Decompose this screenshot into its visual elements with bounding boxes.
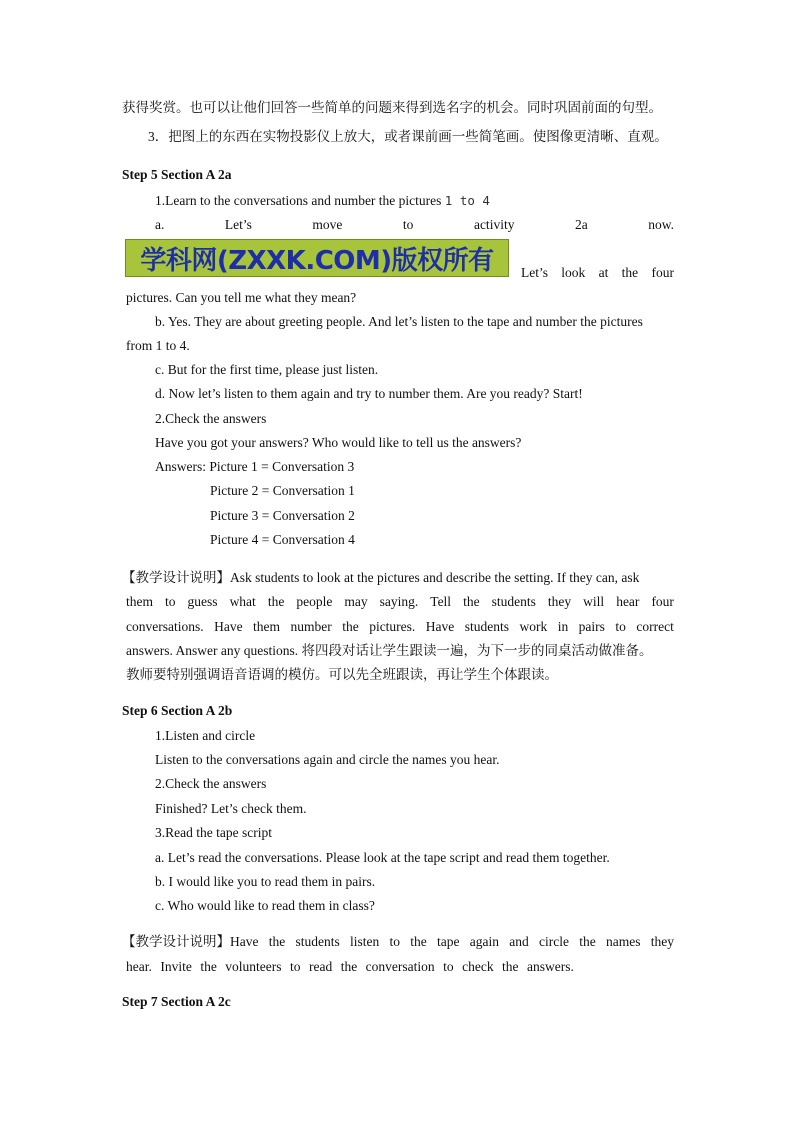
step5-line-c: c. But for the first time, please just listen. [155, 362, 379, 377]
design-note-1-line-4: answers. Answer any questions. 将四段对话让学生跟读一遍，为下一步的同桌活动做准备。 [126, 643, 653, 658]
step5-line-b2: from 1 to 4. [126, 338, 190, 353]
word: hear [616, 594, 640, 609]
word: Invite [160, 959, 192, 974]
step5-answer-1: Answers: Picture 1 = Conversation 3 [155, 459, 355, 474]
word: the [463, 594, 480, 609]
word: check [462, 959, 494, 974]
word: conversations. [126, 619, 204, 634]
word: activity [473, 217, 515, 232]
word: saying. [379, 594, 419, 609]
word: now. [648, 217, 674, 232]
word: conversation [365, 959, 435, 974]
step5-line-after-watermark [521, 264, 674, 282]
step5-item-1-code: 1 to 4 [444, 193, 490, 208]
step6-line-a: a. Let’s read the conversations. Please look at the tape script and read them together. [155, 850, 610, 865]
step5-line-a [155, 216, 674, 234]
word: the [579, 934, 596, 949]
word: will [583, 594, 605, 609]
design-note-1-line-2 [126, 593, 674, 611]
watermark-image [125, 239, 509, 277]
word: Have [214, 619, 243, 634]
step5-item-1 [155, 192, 490, 210]
word: the [340, 959, 358, 974]
step6-item-2: 2.Check the answers [155, 776, 267, 791]
step6-heading: Step 6 Section A 2b [122, 703, 233, 718]
word: answers. [527, 959, 574, 974]
word: students [295, 934, 340, 949]
step6-item-3: 3.Read the tape script [155, 825, 272, 840]
word: to [615, 619, 626, 634]
word: pairs [578, 619, 605, 634]
word: to [402, 217, 414, 232]
step5-answer-3: Picture 3 = Conversation 2 [210, 508, 355, 523]
word: Tell [430, 594, 452, 609]
word: the [200, 959, 217, 974]
word: names [606, 934, 641, 949]
word: and [509, 934, 529, 949]
word: number [290, 619, 332, 634]
word: they [650, 934, 674, 949]
word: read [308, 959, 333, 974]
word: four [651, 594, 674, 609]
word: may [344, 594, 368, 609]
word: in [557, 619, 569, 634]
word: at [598, 265, 609, 280]
word: a. [155, 217, 165, 232]
word: to [443, 959, 454, 974]
word: students [464, 619, 509, 634]
word: the [267, 594, 285, 609]
step5-line-d: d. Now let’s listen to them again and try to number them. Are you ready? Start! [155, 386, 583, 401]
design-note-1-line-5: 教师要特别强调语音语调的模仿。可以先全班跟读，再让学生个体跟读。 [126, 667, 558, 682]
design-note-1-line-1: 【教学设计说明】Ask students to look at the pictures and describe the setting. If they can, ask [122, 570, 640, 585]
word: move [312, 217, 343, 232]
step5-item-1-text: 1.Learn to the conversations and number the pictures [155, 193, 442, 208]
step5-answer-2: Picture 2 = Conversation 1 [210, 483, 355, 498]
step5-item-2: 2.Check the answers [155, 411, 267, 426]
word: four [651, 265, 674, 280]
step5-heading: Step 5 Section A 2a [122, 167, 232, 182]
word: to [389, 934, 401, 949]
word: correct [636, 619, 674, 634]
word: them [126, 594, 153, 609]
word: guess [187, 594, 218, 609]
word: them [253, 619, 281, 634]
word: volunteers [225, 959, 282, 974]
word: students [491, 594, 536, 609]
word: Let’s [224, 217, 252, 232]
word: the [621, 265, 639, 280]
word: to [290, 959, 301, 974]
word: look [561, 265, 586, 280]
step6-line-b: b. I would like you to read them in pairs. [155, 874, 376, 889]
step5-line-pictures: pictures. Can you tell me what they mean? [126, 290, 357, 305]
word: they [547, 594, 572, 609]
design-note-2-line-1 [122, 933, 674, 951]
word: Let’s [521, 265, 548, 280]
word: what [229, 594, 256, 609]
design-note-1-line-3 [126, 618, 674, 636]
word: listen [350, 934, 380, 949]
design-note-2-line-2 [126, 958, 574, 976]
word: the [268, 934, 286, 949]
word: 2a [574, 217, 588, 232]
word: the [410, 934, 427, 949]
word: people [296, 594, 333, 609]
word: pictures. [369, 619, 416, 634]
word: the [342, 619, 359, 634]
step6-item-2-text: Finished? Let’s check them. [155, 801, 307, 816]
watermark-text: 学科网(ZXXK.COM)版权所有 [140, 245, 494, 276]
intro-line-1: 获得奖赏。也可以让他们回答一些简单的问题来得到选名字的机会。同时巩固前面的句型。 [122, 100, 662, 115]
word: hear. [126, 959, 152, 974]
step6-item-1-text: Listen to the conversations again and circle the names you hear. [155, 752, 500, 767]
word: circle [539, 934, 569, 949]
word: tape [437, 934, 460, 949]
step6-item-1: 1.Listen and circle [155, 728, 256, 743]
step7-heading: Step 7 Section A 2c [122, 994, 231, 1009]
step6-line-c: c. Who would like to read them in class? [155, 898, 375, 913]
intro-line-2: 3．把图上的东西在实物投影仪上放大，或者课前画一些简笔画。使图像更清晰、直观。 [148, 129, 668, 144]
word: again [469, 934, 500, 949]
word: Have [425, 619, 455, 634]
step5-line-b1: b. Yes. They are about greeting people. And let’s listen to the tape and number the pictures [155, 314, 643, 329]
word: to [165, 594, 176, 609]
step5-answer-4: Picture 4 = Conversation 4 [210, 532, 355, 547]
word: the [502, 959, 519, 974]
step5-check-question: Have you got your answers? Who would like to tell us the answers? [155, 435, 522, 450]
word: work [519, 619, 548, 634]
word: 【教学设计说明】Have [122, 934, 259, 949]
